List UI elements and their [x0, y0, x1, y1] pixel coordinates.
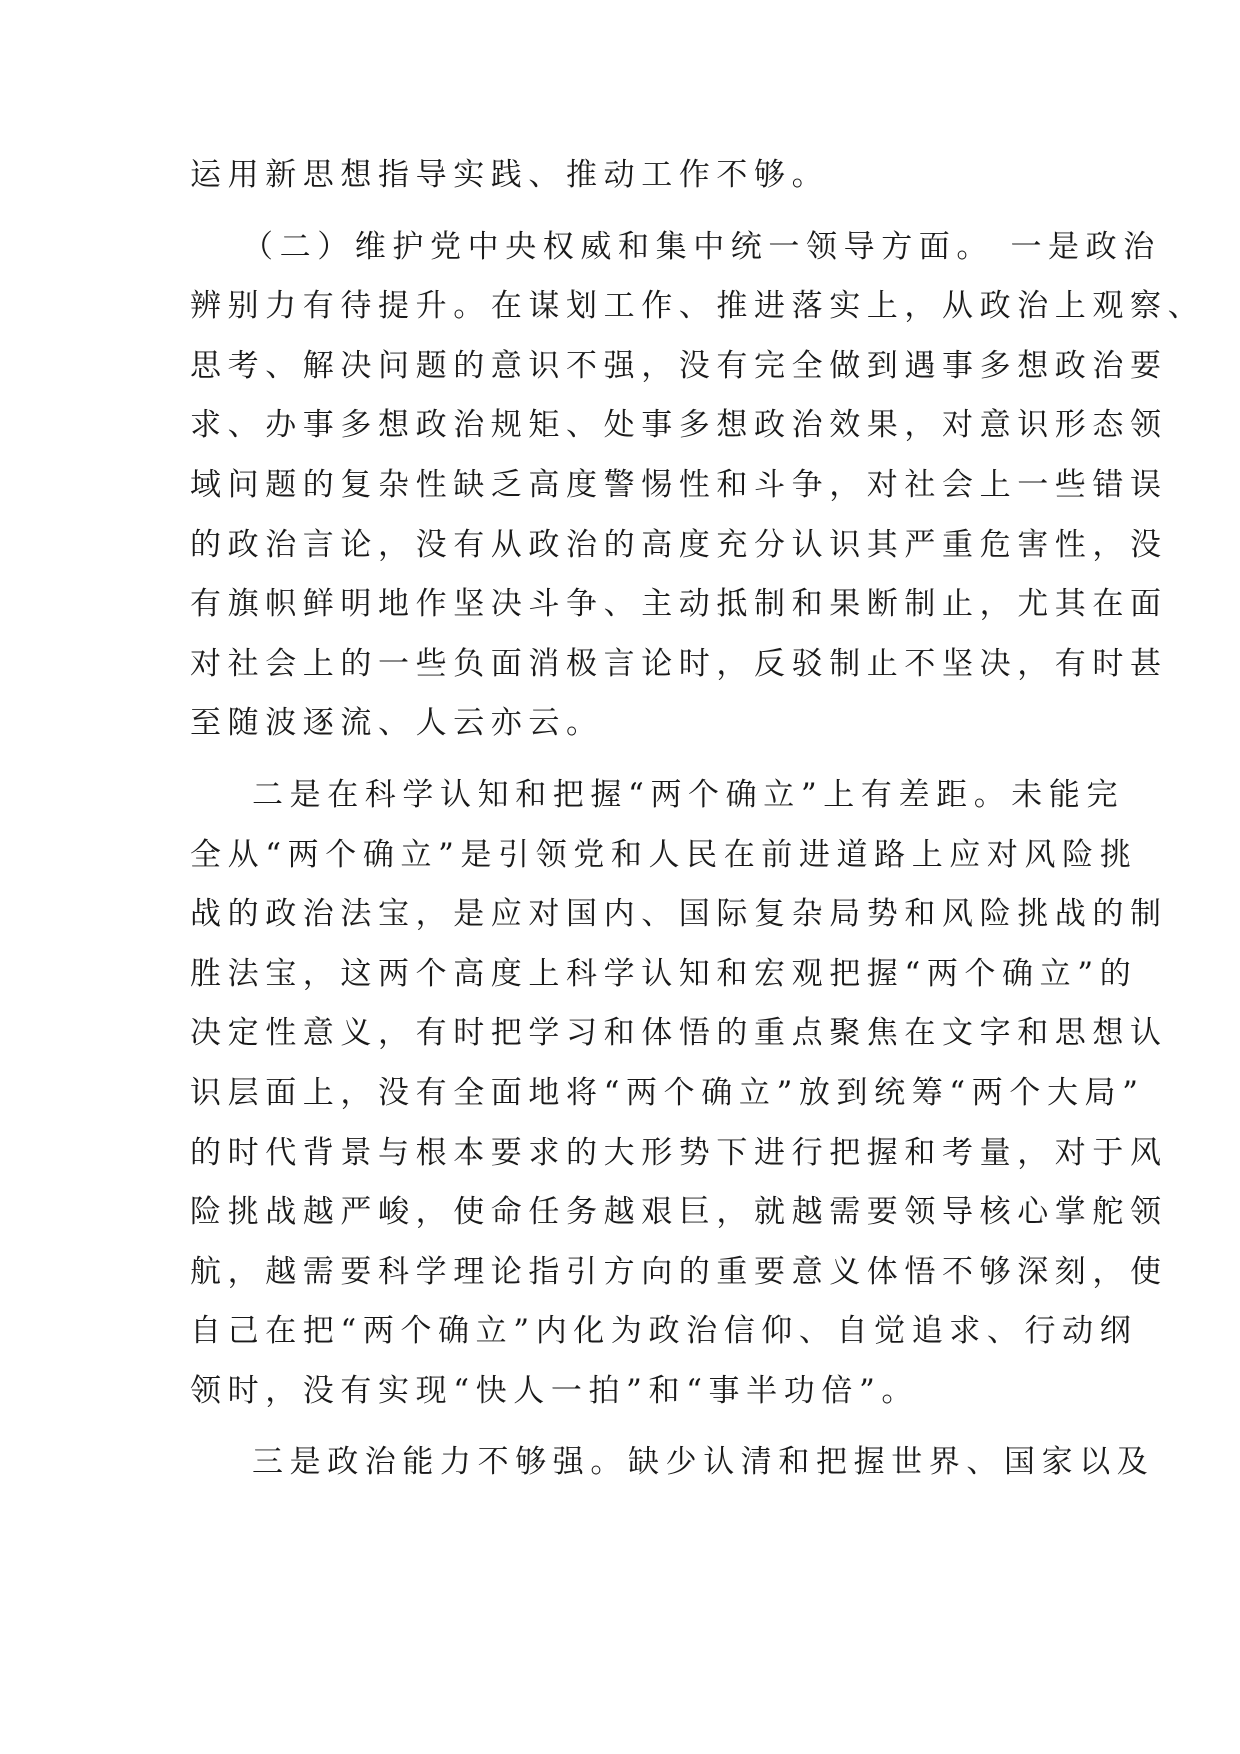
text-line: 航，越需要科学理论指引方向的重要意义体悟不够深刻，使: [190, 1253, 1168, 1290]
text-line: 领时，没有实现“快人一拍”和“事半功倍”。: [190, 1372, 919, 1409]
paragraph-point-two: [190, 766, 1168, 1422]
text-line: 求、办事多想政治规矩、处事多想政治效果，对意识形态领: [190, 407, 1168, 444]
paragraph-point-three: [190, 1433, 1155, 1493]
text-line: 三是政治能力不够强。缺少认清和把握世界、国家以及: [252, 1444, 1155, 1481]
text-line: 识层面上，没有全面地将“两个确立”放到统筹“两个大局”: [190, 1074, 1145, 1111]
text-line: 决定性意义，有时把学习和体悟的重点聚焦在文字和思想认: [190, 1015, 1168, 1052]
text-line: 思考、解决问题的意识不强，没有完全做到遇事多想政治要: [190, 347, 1168, 384]
text-line: 的政治言论，没有从政治的高度充分认识其严重危害性，没: [190, 526, 1168, 563]
paragraph-section-two: [190, 218, 1206, 754]
text-line: 辨别力有待提升。在谋划工作、推进落实上，从政治上观察、: [190, 288, 1206, 325]
text-line: 对社会上的一些负面消极言论时，反驳制止不坚决，有时甚: [190, 645, 1168, 682]
text-line: 险挑战越严峻，使命任务越艰巨，就越需要领导核心掌舵领: [190, 1194, 1168, 1231]
text-line: 运用新思想指导实践、推动工作不够。: [190, 157, 830, 193]
text-line: 的时代背景与根本要求的大形势下进行把握和考量，对于风: [190, 1134, 1168, 1171]
text-line: 二是在科学认知和把握“两个确立”上有差距。未能完: [252, 776, 1125, 813]
text-line: 自己在把“两个确立”内化为政治信仰、自觉追求、行动纲: [190, 1313, 1138, 1350]
text-line: 胜法宝，这两个高度上科学认知和宏观把握“两个确立”的: [190, 955, 1138, 992]
text-line: 有旗帜鲜明地作坚决斗争、主动抵制和果断制止，尤其在面: [190, 586, 1168, 623]
text-line: 战的政治法宝，是应对国内、国际复杂局势和风险挑战的制: [190, 896, 1168, 933]
paragraph-continuation: [190, 146, 1050, 206]
text-line: 至随波逐流、人云亦云。: [190, 705, 604, 742]
text-line: 全从“两个确立”是引领党和人民在前进道路上应对风险挑: [190, 836, 1138, 873]
document-body: [190, 146, 1206, 1493]
text-line: 域问题的复杂性缺乏高度警惕性和斗争，对社会上一些错误: [190, 466, 1168, 503]
text-line: （二）维护党中央权威和集中统一领导方面。 一是政治: [242, 228, 1161, 265]
